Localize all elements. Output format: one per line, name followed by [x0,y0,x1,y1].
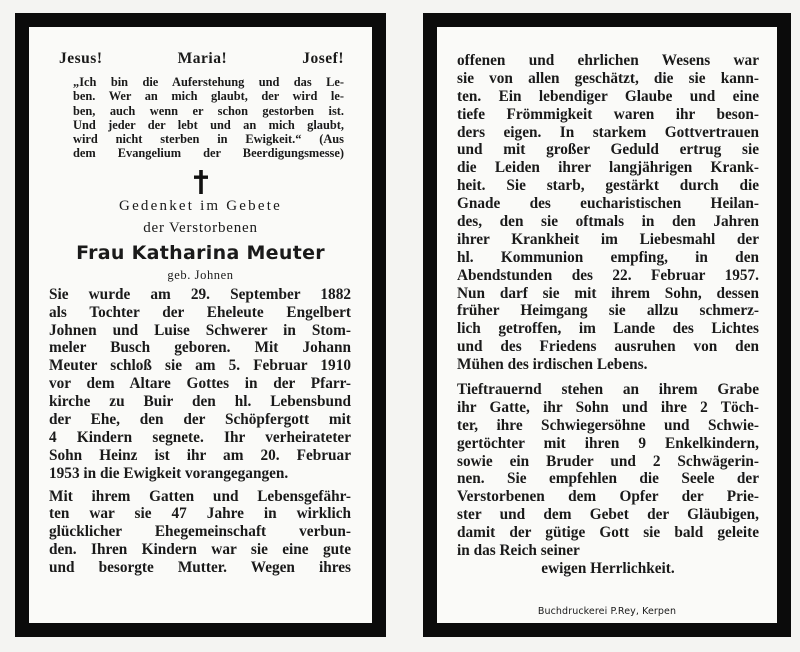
text-line: 4 Kindern segnete. Ihr verheirateter [49,428,351,446]
text-line: hl. Kommunion empfing, in den [457,248,759,266]
text-line: Meuter schloß sie am 5. Februar 1910 [49,357,351,375]
birth-name: geb. Johnen [167,267,234,282]
quote-line: dem Evangelium der Beerdigungsmesse) [73,146,344,161]
cross-icon [194,170,208,194]
text-line: ihr Gatte, ihr Sohn und ihre 2 Töch- [457,398,759,416]
text-line: kirche zu Buir den hl. Lebensbund [49,393,351,411]
invocation-josef: Josef! [302,50,344,67]
text-line: 1953 in die Ewigkeit vorangegangen. [49,464,289,482]
memorial-card-right [423,13,791,637]
biography-paragraph-1 [49,286,351,483]
der-verstorbenen-heading: der Verstorbenen [143,219,258,236]
invocation-row [59,49,344,69]
right-card-flow [437,52,777,578]
text-line: gertöchter mit ihren 9 Enkelkindern, [457,434,759,452]
text-line: damit der gütige Gott sie bald geleite [457,524,759,542]
printer-imprint: Buchdruckerei P.Rey, Kerpen [537,606,677,617]
text-line: des, den sie oftmals in den Jahren [457,213,759,231]
text-line: offenen und ehrlichen Wesens war [457,52,759,69]
text-line: der Ehe, den der Schöpfergott mit [49,411,351,429]
gospel-quote [73,75,344,161]
text-line: glücklicher Ehegemeinschaft verbun- [49,523,351,541]
text-line: Sohn Heinz ist ihr am 20. Februar [49,446,351,464]
quote-line: ben. Wer an mich glaubt, der wird le- [73,89,344,104]
text-line: Mühen des irdischen Lebens. [457,356,648,374]
text-line: Gnade des eucharistischen Heilan- [457,195,759,213]
invocation-jesus: Jesus! [59,50,103,67]
text-line: ihrer Krankheit im Liebesmahl der [457,230,759,248]
text-line: ders eigen. In starkem Gottvertrauen [457,123,759,141]
text-line: und mit großer Geduld ertrug sie [457,141,759,159]
closing-line: ewigen Herrlichkeit. [541,559,675,577]
text-line: und des Friedens ausruhen von den [457,338,759,356]
biography-paragraph-3 [457,52,759,374]
gedenket-heading: Gedenket im Gebete [119,197,282,214]
quote-line: Und jeder der lebt und an mich glaubt, [73,117,344,132]
memorial-card-left [15,13,386,637]
text-line: sowie ein Bruder und 2 Schwägerin- [457,452,759,470]
invocation-maria: Maria! [177,50,228,67]
text-line: den. Ihren Kindern war sie eine gute [49,541,351,559]
text-line: tiefe Frömmigkeit waren ihr beson- [457,105,759,123]
text-line: Sie wurde am 29. September 1882 [49,285,351,303]
text-line: vor dem Altare Gottes in der Pfarr- [49,375,351,393]
text-line: ten. Ein lebendiger Glaube und eine [457,87,759,105]
text-line: lich getroffen, im Lande des Lichtes [457,320,759,338]
text-line: Tieftrauernd stehen an ihrem Grabe [457,381,759,399]
text-line: ster und dem Gebet der Gläubigen, [457,506,759,524]
left-card-flow [29,49,372,577]
biography-paragraph-2 [49,488,351,577]
text-line: früher Heimgang sie allzu schmerz- [457,302,759,320]
text-line: Verstorbenen dem Opfer der Prie- [457,488,759,506]
quote-line: „Ich bin die Auferstehung und das Le- [73,75,344,89]
text-line: ter, ihre Schwiegersöhne und Schwie- [457,416,759,434]
text-line: ten war sie 47 Jahre in wirklich [49,505,351,523]
quote-line: ben, auch wenn er schon gestorben ist. [73,103,344,118]
text-line: sie von allen geschätzt, die sie kann- [457,69,759,87]
text-line: die Leiden ihrer langjährigen Krank- [457,159,759,177]
text-line: als Tochter der Eheleute Engelbert [49,303,351,321]
cross-container [29,170,372,194]
quote-line: wird nicht sterben in Ewigkeit.“ (Aus [73,132,344,147]
text-line: Johnen und Luise Schwerer in Stom- [49,321,351,339]
text-line: Nun darf sie mit ihrem Sohn, dessen [457,284,759,302]
text-line: meler Busch geboren. Mit Johann [49,339,351,357]
text-line: heit. Sie starb, gestärkt durch die [457,177,759,195]
text-line: und besorgte Mutter. Wegen ihres [49,559,351,577]
mourners-paragraph [457,381,759,578]
text-line: Abendstunden des 22. Februar 1957. [457,266,759,284]
text-line: in das Reich seiner [457,542,580,560]
text-line: nen. Sie empfehlen die Seele der [457,470,759,488]
text-line: Mit ihrem Gatten und Lebensgefähr- [49,487,351,505]
deceased-name: Frau Katharina Meuter [76,241,325,264]
